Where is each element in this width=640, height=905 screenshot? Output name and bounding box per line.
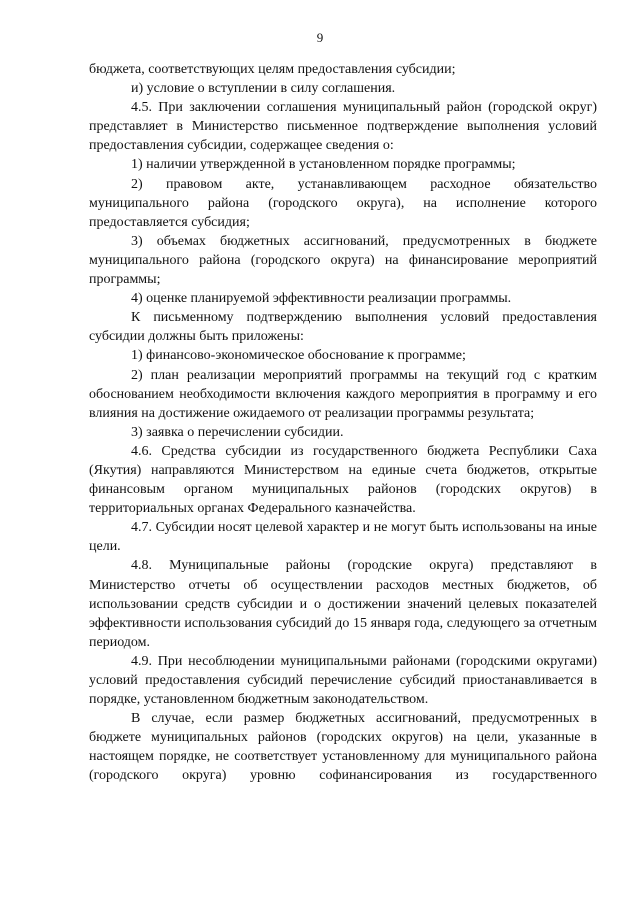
paragraph-4-5: 4.5. При заключении соглашения муниципальный район (городской округ) представляет в Министерство письменное подтверждение выполнения условий предоставления субсидии, содержащее сведения о: — [89, 100, 597, 154]
paragraph-4-7: 4.7. Субсидии носят целевой характер и не могут быть использованы на иные цели. — [89, 520, 597, 555]
paragraph-4-9: 4.9. При несоблюдении муниципальными районами (городскими округами) условий предоставления субсидий перечисление субсидий приостанавливается в порядке, установленном бюджетным законодательством. — [89, 653, 597, 708]
paragraph-4-8: 4.8. Муниципальные районы (городские округа) представляют в Министерство отчеты об осуществлении расходов местных бюджетов, об использовании средств субсидии и о достижении значений целевых показателей эффективности использования субсидий до 15 января года, следующего за отчетным периодом. — [89, 558, 597, 650]
paragraph-4-5-item-2: 2) правовом акте, устанавливающем расходное обязательство муниципального района (городского округа), на исполнение которого предоставляется субсидия; — [89, 176, 597, 230]
paragraph-4-5-item-3: 3) объемах бюджетных ассигнований, предусмотренных в бюджете муниципального района (городского округа) на финансирование мероприятий программы; — [89, 233, 597, 288]
paragraph-item-i: и) условие о вступлении в силу соглашения. — [131, 81, 396, 97]
paragraph-attachment-2: 2) план реализации мероприятий программы на текущий год с кратким обоснованием необходимости включения каждого мероприятия в программу и его влияния на достижение ожидаемого от реализации программы результата; — [89, 367, 597, 421]
paragraph-attachment-1: 1) финансово-экономическое обоснование к программе; — [131, 348, 466, 364]
paragraph-4-5-item-4: 4) оценке планируемой эффективности реализации программы. — [131, 291, 512, 307]
paragraph-attachments-intro: К письменному подтверждению выполнения условий предоставления субсидии должны быть приложены: — [89, 310, 597, 345]
page-number: 9 — [316, 30, 324, 45]
paragraph-budget-continuation: бюджета, соответствующих целям предоставления субсидии; — [89, 62, 456, 77]
document-body — [89, 60, 597, 786]
paragraph-cofinancing: В случае, если размер бюджетных ассигнований, предусмотренных в бюджете муниципальных районов (городских округов) на цели, указанные в настоящем порядке, не соответствует установленному для муниципального района (городского округа) уровню софинансирования из государственного — [89, 711, 597, 784]
paragraph-4-6: 4.6. Средства субсидии из государственного бюджета Республики Саха (Якутия) направляются Министерством на единые счета бюджетов, открытые финансовым органом муниципальных районов (городских округов) в территориальных органах Федерального казначейства. — [89, 443, 597, 517]
paragraph-4-5-item-1: 1) наличии утвержденной в установленном порядке программы; — [131, 157, 516, 173]
paragraph-attachment-3: 3) заявка о перечислении субсидии. — [131, 424, 344, 440]
